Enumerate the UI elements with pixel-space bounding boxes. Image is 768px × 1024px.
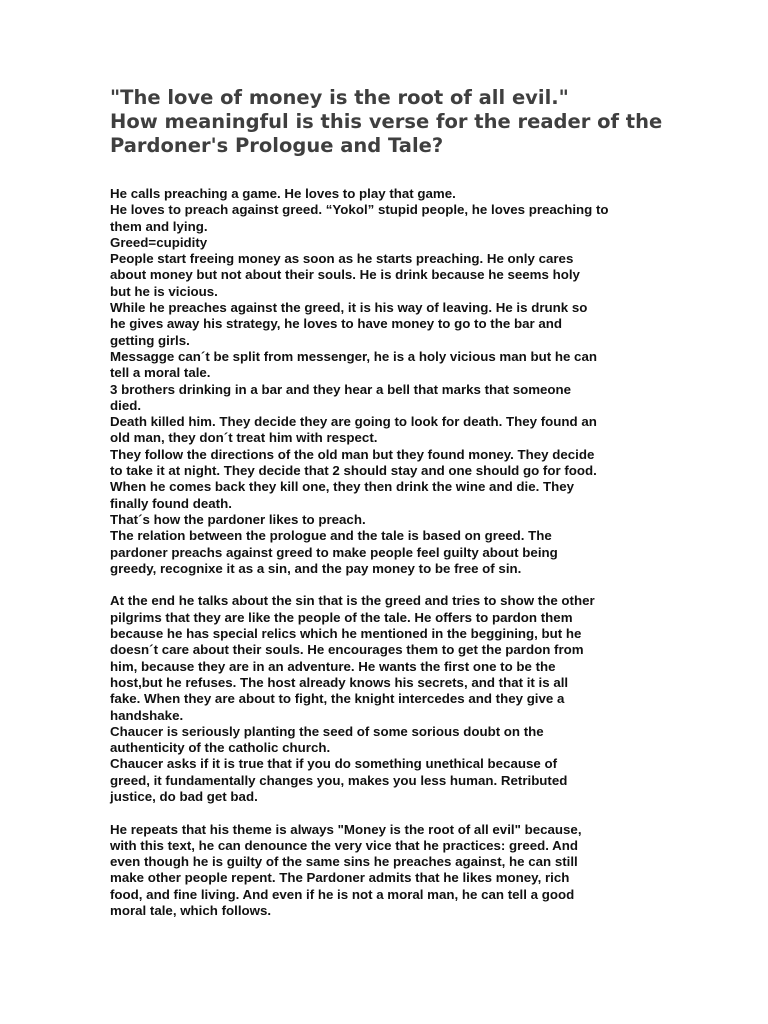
- text-line: make other people repent. The Pardoner admits that he likes money, rich: [110, 870, 570, 886]
- text-line: The relation between the prologue and the tale is based on greed. The: [110, 528, 552, 544]
- text-line: because he has special relics which he mentioned in the beggining, but he: [110, 626, 582, 642]
- paragraph-gap: [110, 577, 670, 593]
- text-line: finally found death.: [110, 495, 232, 511]
- text-line: At the end he talks about the sin that is the greed and tries to show the other: [110, 593, 595, 609]
- text-line: to take it at night. They decide that 2 should stay and one should go for food.: [110, 463, 597, 479]
- paragraph-gap: [110, 805, 670, 821]
- text-line: authenticity of the catholic church.: [110, 740, 331, 756]
- text-line: died.: [110, 397, 142, 413]
- paragraph-1: [110, 186, 670, 577]
- text-line: Chaucer is seriously planting the seed of some sorious doubt on the: [110, 723, 544, 739]
- text-line: food, and fine living. And even if he is not a moral man, he can tell a good: [110, 886, 575, 902]
- text-line: While he preaches against the greed, it is his way of leaving. He is drunk so: [110, 300, 588, 316]
- paragraph-3: [110, 822, 670, 920]
- text-line: tell a moral tale.: [110, 365, 211, 381]
- text-line: he gives away his strategy, he loves to have money to go to the bar and: [110, 316, 562, 332]
- document-title: [110, 86, 670, 158]
- title-line: "The love of money is the root of all evil.": [110, 86, 569, 109]
- text-line: fake. When they are about to fight, the knight intercedes and they give a: [110, 691, 565, 707]
- text-line: They follow the directions of the old man but they found money. They decide: [110, 446, 595, 462]
- text-line: He calls preaching a game. He loves to play that game.: [110, 186, 456, 201]
- text-line: 3 brothers drinking in a bar and they hear a bell that marks that someone: [110, 381, 572, 397]
- text-line: That´s how the pardoner likes to preach.: [110, 511, 366, 527]
- text-line: Messagge can´t be split from messenger, he is a holy vicious man but he can: [110, 348, 597, 364]
- title-line: How meaningful is this verse for the reader of the: [110, 110, 663, 133]
- text-line: pardoner preachs against greed to make people feel guilty about being: [110, 544, 558, 560]
- text-line: about money but not about their souls. He is drink because he seems holy: [110, 267, 580, 283]
- text-line: handshake.: [110, 707, 184, 723]
- text-line: People start freeing money as soon as he starts preaching. He only cares: [110, 251, 574, 267]
- text-line: old man, they don´t treat him with respect.: [110, 430, 378, 446]
- text-line: but he is vicious.: [110, 283, 218, 299]
- text-line: pilgrims that they are like the people of the tale. He offers to pardon them: [110, 609, 573, 625]
- text-line: Chaucer asks if it is true that if you do something unethical because of: [110, 756, 558, 772]
- text-line: doesn´t care about their souls. He encourages them to get the pardon from: [110, 642, 584, 658]
- text-line: with this text, he can denounce the very vice that he practices: greed. And: [110, 837, 578, 853]
- title-line: Pardoner's Prologue and Tale?: [110, 134, 444, 157]
- text-line: He loves to preach against greed. “Yokol” stupid people, he loves preaching to: [110, 202, 609, 218]
- text-line: When he comes back they kill one, they then drink the wine and die. They: [110, 479, 575, 495]
- text-line: host,but he refuses. The host already knows his secrets, and that it is all: [110, 674, 569, 690]
- text-line: He repeats that his theme is always "Money is the root of all evil" because,: [110, 821, 582, 837]
- text-line: even though he is guilty of the same sins he preaches against, he can still: [110, 854, 578, 870]
- text-line: moral tale, which follows.: [110, 903, 272, 919]
- text-line: justice, do bad get bad.: [110, 788, 258, 804]
- text-line: him, because they are in an adventure. He wants the first one to be the: [110, 658, 556, 674]
- text-line: Death killed him. They decide they are going to look for death. They found an: [110, 414, 597, 430]
- paragraph-2: [110, 593, 670, 805]
- text-line: them and lying.: [110, 218, 208, 234]
- text-line: Greed=cupidity: [110, 234, 208, 250]
- document-body: [110, 186, 670, 919]
- text-line: greedy, recognixe it as a sin, and the pay money to be free of sin.: [110, 560, 522, 576]
- text-line: getting girls.: [110, 332, 190, 348]
- text-line: greed, it fundamentally changes you, makes you less human. Retributed: [110, 772, 568, 788]
